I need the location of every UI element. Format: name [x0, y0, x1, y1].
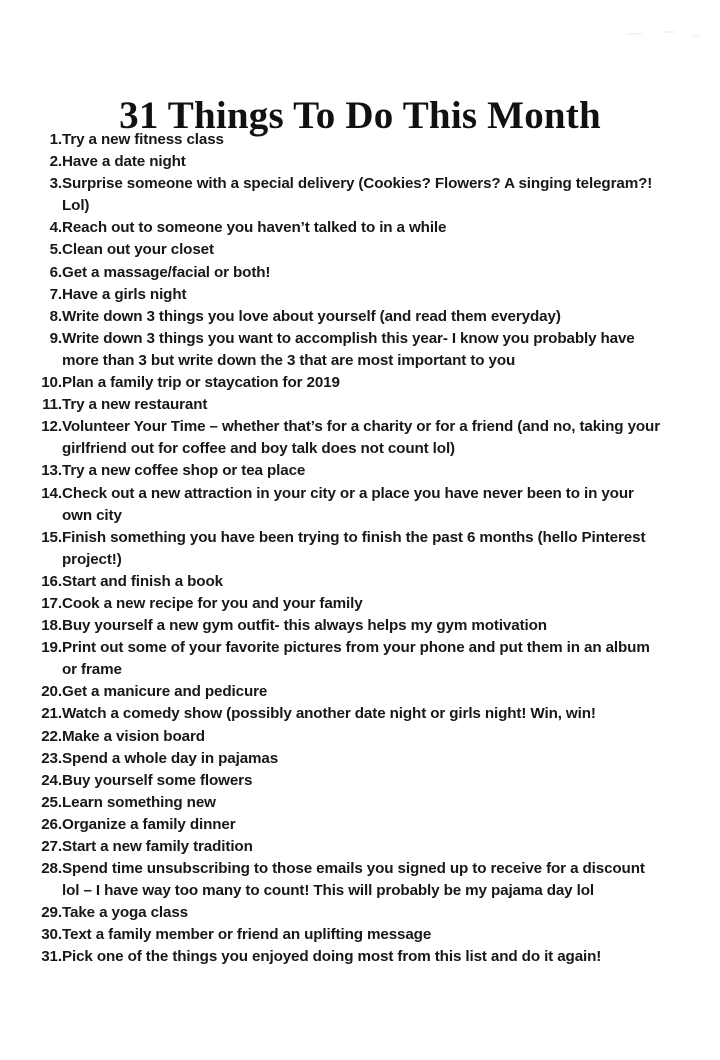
list-item: [31, 681, 671, 703]
list-item: [31, 593, 671, 615]
list-item-number: 8.: [49, 307, 62, 325]
list-item-number: 21.: [41, 705, 62, 723]
list-item: [31, 770, 671, 792]
list-item-number: 11.: [42, 396, 62, 414]
list-item-text: Reach out to someone you haven’t talked to in a while: [62, 219, 447, 237]
list-item: [31, 284, 671, 306]
list-item: [31, 173, 671, 217]
list-item-number: 26.: [41, 815, 62, 833]
list-item-number: 2.: [49, 153, 62, 171]
list-item-number: 17.: [41, 594, 62, 612]
list-item: [31, 239, 671, 261]
scan-artifact-speck: [627, 33, 643, 35]
list-item-number: 22.: [41, 727, 62, 745]
list-item-number: 12.: [41, 418, 62, 436]
list-item-number: 7.: [49, 285, 62, 303]
list-item-text: Cook a new recipe for you and your family: [62, 594, 363, 612]
list-item: [31, 416, 671, 460]
list-item: [31, 151, 671, 173]
list-item: [31, 460, 671, 482]
list-item-number: 18.: [41, 617, 62, 635]
list-item-number: 14.: [41, 484, 62, 502]
list-item: [31, 483, 671, 527]
list-item-text: Spend a whole day in pajamas: [62, 749, 279, 767]
list-item: [31, 703, 671, 725]
list-item-text: Start a new family tradition: [62, 838, 253, 855]
list-item-text: Start and finish a book: [62, 572, 223, 590]
list-item-text: Have a date night: [62, 153, 186, 171]
list-item-text: Have a girls night: [62, 285, 187, 303]
list-item-number: 16.: [41, 572, 62, 590]
list-item-text: Surprise someone with a special delivery (Cookies? Flowers? A singing telegram?! Lol): [62, 175, 653, 215]
todo-list: [31, 129, 671, 969]
list-item-number: 30.: [41, 926, 62, 944]
list-item-text: Get a massage/facial or both!: [62, 263, 271, 281]
list-item-number: 23.: [41, 749, 62, 767]
list-item-text: Learn something new: [62, 793, 216, 811]
list-item-number: 1.: [49, 131, 62, 148]
list-item: [31, 372, 671, 394]
list-item-number: 24.: [41, 771, 62, 789]
list-item-text: Write down 3 things you love about yourself (and read them everyday): [62, 307, 561, 325]
list-item-text: Text a family member or friend an uplifting message: [62, 926, 432, 944]
list-item: [31, 262, 671, 284]
list-item-text: Get a manicure and pedicure: [62, 683, 268, 701]
list-item: [31, 637, 671, 681]
list-item: [31, 814, 671, 836]
list-item-text: Check out a new attraction in your city or a place you have never been to in your own city: [62, 484, 634, 524]
list-item: [31, 726, 671, 748]
list-item: [31, 902, 671, 924]
list-item-number: 25.: [41, 793, 62, 811]
list-item-number: 4.: [49, 219, 62, 237]
list-item-text: Make a vision board: [62, 727, 205, 745]
list-item: [31, 946, 671, 968]
list-item: [31, 306, 671, 328]
list-item-text: Spend time unsubscribing to those emails you signed up to receive for a discount lol – I have way too many to count! This will probably be my pajama day lol: [62, 860, 645, 900]
list-item-number: 31.: [41, 948, 62, 966]
list-item: [31, 571, 671, 593]
list-item-number: 20.: [41, 683, 62, 701]
scan-artifact-speck: [663, 31, 676, 33]
list-item-text: Pick one of the things you enjoyed doing most from this list and do it again!: [62, 948, 602, 966]
list-item: [31, 792, 671, 814]
list-item-number: 9.: [49, 329, 62, 347]
list-item-number: 19.: [41, 639, 62, 657]
list-item-number: 10.: [41, 374, 62, 392]
list-item: [31, 924, 671, 946]
list-item-number: 27.: [41, 838, 62, 855]
list-item-number: 29.: [41, 904, 62, 922]
list-item-text: Watch a comedy show (possibly another date night or girls night! Win, win!: [62, 705, 596, 723]
list-item-number: 28.: [41, 860, 62, 878]
list-item-text: Buy yourself some flowers: [62, 771, 253, 789]
list-item-text: Take a yoga class: [62, 904, 189, 922]
list-item-number: 3.: [49, 175, 62, 193]
list-item: [31, 748, 671, 770]
list-item-text: Clean out your closet: [62, 241, 214, 259]
list-item: [31, 129, 671, 151]
page-title: 31 Things To Do This Month: [119, 94, 601, 138]
list-item: [31, 328, 671, 372]
list-item-text: Try a new coffee shop or tea place: [62, 462, 306, 480]
list-item: [31, 858, 671, 902]
list-item-text: Plan a family trip or staycation for 2019: [62, 374, 340, 392]
list-item-text: Try a new restaurant: [62, 396, 208, 414]
list-item-text: Finish something you have been trying to finish the past 6 months (hello Pinterest project!): [62, 528, 646, 568]
list-item-number: 5.: [49, 241, 62, 259]
list-item-text: Write down 3 things you want to accomplish this year- I know you probably have more than 3 but write down the 3 that are most important to you: [62, 329, 635, 369]
list-item-text: Try a new fitness class: [62, 131, 224, 148]
list-item-text: Buy yourself a new gym outfit- this always helps my gym motivation: [62, 617, 547, 635]
list-item: [31, 615, 671, 637]
list-item-text: Organize a family dinner: [62, 815, 236, 833]
list-item: [31, 217, 671, 239]
list-item-number: 6.: [49, 263, 62, 281]
list-item-text: Volunteer Your Time – whether that’s for a charity or for a friend (and no, taking your girlfriend out for coffee and boy talk does not count lol): [62, 418, 660, 458]
list-item-number: 13.: [41, 462, 62, 480]
scan-artifact-speck: [693, 35, 699, 37]
list-item: [31, 836, 671, 858]
list-item: [31, 394, 671, 416]
list-item: [31, 527, 671, 571]
list-item-text: Print out some of your favorite pictures from your phone and put them in an album or frame: [62, 639, 650, 679]
list-item-number: 15.: [41, 528, 62, 546]
